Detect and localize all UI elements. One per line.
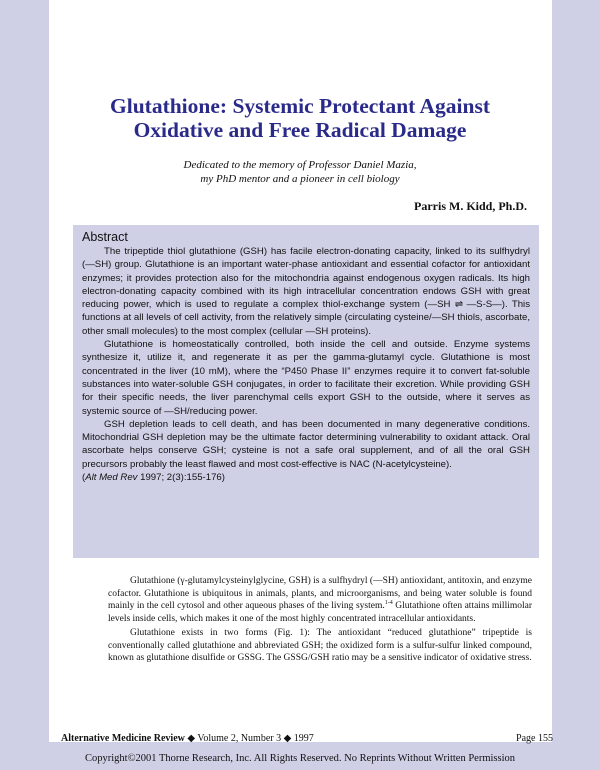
reference-superscript: 1-4 <box>384 599 393 606</box>
dedication-line-2: my PhD mentor and a pioneer in cell biology <box>200 173 400 185</box>
dedication <box>0 158 600 186</box>
footer-journal: Alternative Medicine Review <box>61 733 185 744</box>
footer-diamond-icon-2: ◆ <box>283 733 292 744</box>
title-line-2: Oxidative and Free Radical Damage <box>133 118 467 142</box>
abstract-paragraph-2: Glutathione is homeostatically controlled, both inside the cell and outside. Enzyme systems synthesize it, utilize it, and regenerate it as per the gamma-glutamyl cycle. Glutathione is most concentrated in the liver (10 mM), where the “P450 Phase II” enzymes require it to convert fat-soluble substances into water-soluble GSH conjugates, in order to facilitate their excretion. While providing GSH for their specific needs, the liver parenchymal cells export GSH to the outside, where it serves as systemic source of —SH/reducing power. <box>82 339 530 417</box>
body-p1-end: Glutathione often attains millimolar levels inside cells, which makes it one of the most highly concentrated intracellular antioxidants. <box>108 601 533 624</box>
equilibrium-arrow-icon: ⇌ <box>454 299 463 311</box>
abstract-p1-start: The tripeptide thiol glutathione (GSH) has facile electron-donating capacity, linked to its sulfhydryl (—SH) group. Glutathione is an important water-phase antioxidant and essential cofactor for antioxidant enzymes; it provides protection also for the mitochondria against endogenous oxygen radicals. Its high electron-donating capacity combined with its high intracellular concentration endows GSH with great reducing power, which is used to regulate a complex thiol-exchange system (—SH <box>82 246 530 311</box>
article-title <box>0 94 600 142</box>
title-line-1: Glutathione: Systemic Protectant Against <box>110 94 490 118</box>
abstract-p1-end: —S-S—). This functions at all levels of cell activity, from the relatively simple (circulating cysteine/—SH thiols, ascorbate, other small molecules) to the most complex (cellular —SH proteins). <box>82 299 530 337</box>
abstract-box <box>73 225 539 558</box>
body-paragraph-1 <box>108 575 532 625</box>
copyright-notice: Copyright©2001 Thorne Research, Inc. All Rights Reserved. No Reprints Without Written Permission <box>84 753 515 764</box>
footer-issue: Volume 2, Number 3 <box>197 733 282 744</box>
abstract-citation: (Alt Med Rev 1997; 2(3):155-176) <box>82 472 225 484</box>
article-body <box>108 575 532 667</box>
footer-page-number: Page 155 <box>516 733 553 744</box>
abstract-paragraph-1 <box>82 245 530 338</box>
citation-details: 1997; 2(3):155-176) <box>137 472 225 484</box>
citation-journal: Alt Med Rev <box>85 472 138 484</box>
abstract-heading: Abstract <box>82 230 128 244</box>
body-p1-start: Glutathione (γ-glutamylcysteinylglycine, GSH) is a sulfhydryl (—SH) antioxidant, antitoxin, and enzyme cofactor. Glutathione is ubiquitous in animals, plants, and microorganisms, and being water soluble is found mainly in the cell cytosol and other aqueous phases of the living system. <box>108 576 532 611</box>
footer-year: 1997 <box>293 733 314 744</box>
footer-diamond-icon: ◆ <box>187 733 196 744</box>
body-paragraph-2: Glutathione exists in two forms (Fig. 1): The antioxidant “reduced glutathione” tripeptide is conventionally called glutathione and abbreviated GSH; the oxidized form is a sulfur-sulfur linked compound, known as glutathione disulfide or GSSG. The GSSG/GSH ratio may be a sensitive indicator of oxidative stress. <box>108 628 532 663</box>
page-footer <box>61 733 553 745</box>
author-name: Parris M. Kidd, Ph.D. <box>414 199 527 213</box>
abstract-paragraph-3: GSH depletion leads to cell death, and has been documented in many degenerative conditions. Mitochondrial GSH depletion may be the ultimate factor determining vulnerability to oxidant attack. Oral ascorbate helps conserve GSH; cysteine is not a safe oral supplement, and of all the oral GSH precursors probably the least flawed and most cost-effective is NAC (N-acetylcysteine). <box>82 418 530 470</box>
dedication-line-1: Dedicated to the memory of Professor Daniel Mazia, <box>183 159 417 171</box>
